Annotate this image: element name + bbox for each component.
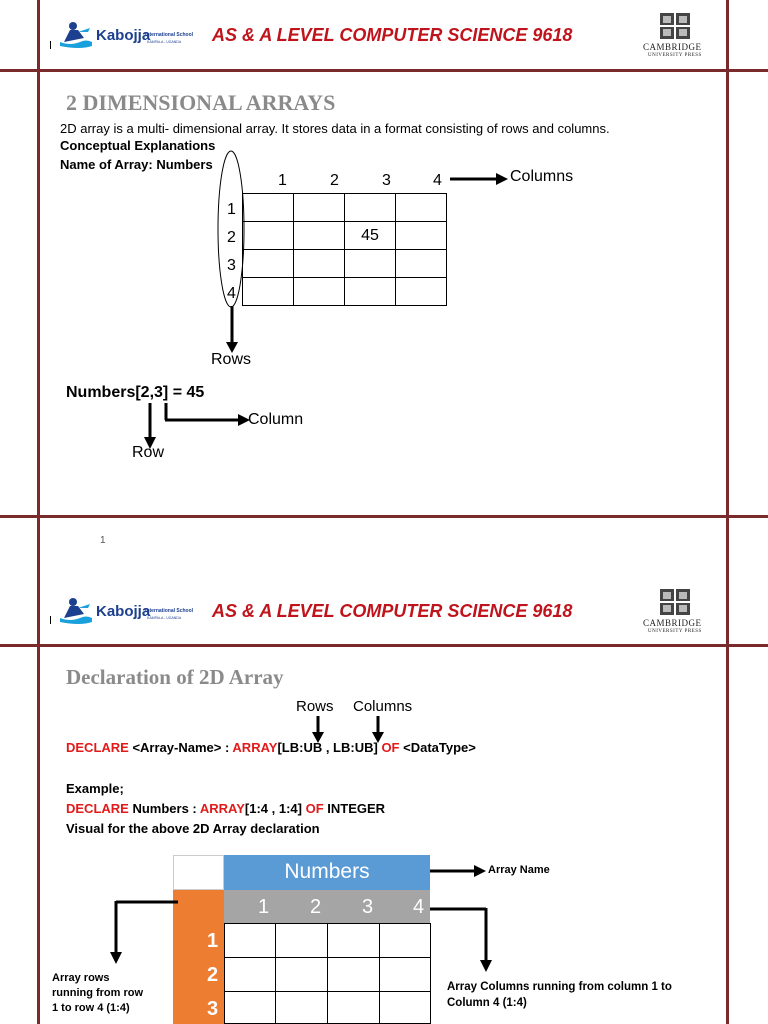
grid-cell: [396, 194, 447, 222]
rows-ellipse: [216, 148, 246, 310]
header-title: AS & A LEVEL COMPUTER SCIENCE 9618: [212, 25, 573, 45]
table-row: [243, 222, 447, 250]
grid-cell: [327, 957, 380, 992]
keyword-of: OF: [381, 740, 400, 755]
grid-cell: [396, 250, 447, 278]
publisher-name: CAMBRIDGE: [643, 42, 702, 52]
array-name-line: Name of Array: Numbers: [60, 157, 213, 172]
grid-cell: [224, 991, 276, 1024]
grid-cell: [275, 957, 328, 992]
logo-location: KAMPALA - UGANDA: [147, 40, 182, 44]
rows-note-line: Array rows: [52, 972, 110, 984]
array-name-arrow-icon: [430, 864, 488, 878]
grid-cell: [345, 250, 396, 278]
publisher-name: CAMBRIDGE: [643, 618, 702, 628]
slide-heading: 2 DIMENSIONAL ARRAYS: [66, 90, 336, 115]
columns-label: Columns: [510, 168, 574, 185]
rows-label: Rows: [296, 698, 334, 715]
row-label: Row: [132, 444, 165, 461]
grid-cell: [379, 957, 431, 992]
column-number: 1: [258, 896, 270, 918]
columns-note-line: Column 4 (1:4): [447, 997, 527, 1009]
column-label: Column: [248, 411, 304, 428]
rows-note-line: 1 to row 4 (1:4): [52, 1002, 130, 1014]
grid-cell: [224, 923, 276, 958]
grid-cell: [243, 278, 294, 306]
row-number: 1: [227, 201, 236, 218]
row-number: 2: [207, 964, 219, 986]
example-declaration: [66, 801, 385, 816]
logo-subtitle: International School: [145, 32, 194, 38]
column-number: 4: [433, 172, 442, 189]
grid-cell: [294, 194, 345, 222]
logo-name: Kabojja: [96, 27, 151, 44]
logo-icon: [58, 596, 98, 626]
declare-syntax: [66, 740, 476, 755]
row-number: 1: [207, 930, 219, 952]
slide-heading: Declaration of 2D Array: [66, 665, 284, 689]
row-number: 3: [207, 998, 219, 1020]
grid-cell: [275, 991, 328, 1024]
columns-note-line: Array Columns running from column 1 to: [447, 981, 672, 993]
page-number: 1: [100, 535, 106, 546]
syntax-part: INTEGER: [323, 801, 386, 816]
corner-cell: [173, 855, 224, 890]
logo-name: Kabojja: [96, 603, 151, 620]
rows-note-line: running from row: [52, 987, 144, 999]
grid-cell: [327, 991, 380, 1024]
rows-note-arrow-icon: [108, 900, 178, 966]
table-row: [243, 250, 447, 278]
grid-cell: [294, 222, 345, 250]
table-row: [243, 194, 447, 222]
header-divider: [0, 69, 768, 72]
columns-note-arrow-icon: [430, 902, 494, 974]
keyword-of: OF: [305, 801, 324, 816]
column-number: 2: [310, 896, 322, 918]
keyword-declare: DECLARE: [66, 740, 129, 755]
example-label: Example;: [66, 781, 124, 796]
shield-icon: [659, 12, 691, 40]
right-border: [726, 0, 729, 1024]
syntax-part: [LB:UB , LB:UB]: [277, 740, 382, 755]
grid-cell: [294, 278, 345, 306]
shield-icon: [659, 588, 691, 616]
column-header-bar: [224, 890, 430, 923]
keyword-array: ARRAY: [199, 801, 245, 816]
table-row: [243, 278, 447, 306]
publisher-subtitle: UNIVERSITY PRESS: [648, 629, 702, 634]
columns-label: Columns: [353, 698, 413, 715]
row-number: 2: [227, 229, 236, 246]
visual-caption: Visual for the above 2D Array declaration: [66, 821, 320, 836]
grid-cell: [294, 250, 345, 278]
rows-note: [52, 971, 143, 1016]
grid-cell: [345, 194, 396, 222]
rows-label: Rows: [211, 351, 252, 368]
syntax-part: Numbers :: [128, 801, 200, 816]
syntax-part: [1:4 , 1:4]: [244, 801, 306, 816]
logo-location: KAMPALA - UGANDA: [147, 616, 182, 620]
left-border: [37, 0, 40, 1024]
grid-cell: [379, 991, 431, 1024]
intro-text: 2D array is a multi- dimensional array. It stores data in a format consisting of rows and columns.: [60, 121, 610, 136]
grid-cell: [396, 222, 447, 250]
grid-cell: [275, 923, 328, 958]
grid-cell: [379, 923, 431, 958]
table-title: Numbers: [284, 860, 370, 883]
column-number: 1: [278, 172, 287, 189]
slide-divider: [0, 515, 768, 518]
header-divider: [0, 644, 768, 647]
grid-cell: [327, 923, 380, 958]
grid-cell-value: 45: [345, 222, 396, 250]
column-number: 3: [362, 896, 374, 918]
row-number: 4: [227, 285, 236, 302]
header-tick: [50, 616, 51, 624]
section-subheading: Conceptual Explanations: [60, 138, 216, 153]
array-grid: [242, 193, 447, 306]
grid-cell: [243, 250, 294, 278]
columns-note: [447, 979, 672, 1011]
publisher-subtitle: UNIVERSITY PRESS: [648, 53, 702, 58]
columns-arrow-icon: [450, 172, 510, 186]
column-number: 2: [330, 172, 339, 189]
column-number: 3: [382, 172, 391, 189]
grid-cell: [224, 957, 276, 992]
keyword-array: ARRAY: [232, 740, 278, 755]
syntax-part: <Array-Name> :: [128, 740, 233, 755]
array-expression: Numbers[2,3] = 45: [66, 384, 205, 401]
grid-cell: [396, 278, 447, 306]
keyword-declare: DECLARE: [66, 801, 129, 816]
grid-cell: [345, 278, 396, 306]
row-number: 3: [227, 257, 236, 274]
grid-cell: [243, 194, 294, 222]
rows-arrow-icon: [224, 306, 240, 354]
logo-subtitle: International School: [145, 608, 194, 614]
header-title: AS & A LEVEL COMPUTER SCIENCE 9618: [212, 601, 573, 621]
grid-cell: [243, 222, 294, 250]
header-tick: [50, 41, 51, 49]
logo-icon: [58, 20, 98, 50]
column-number: 4: [413, 896, 425, 918]
syntax-part: <DataType>: [399, 740, 476, 755]
array-name-label: Array Name: [488, 864, 550, 876]
